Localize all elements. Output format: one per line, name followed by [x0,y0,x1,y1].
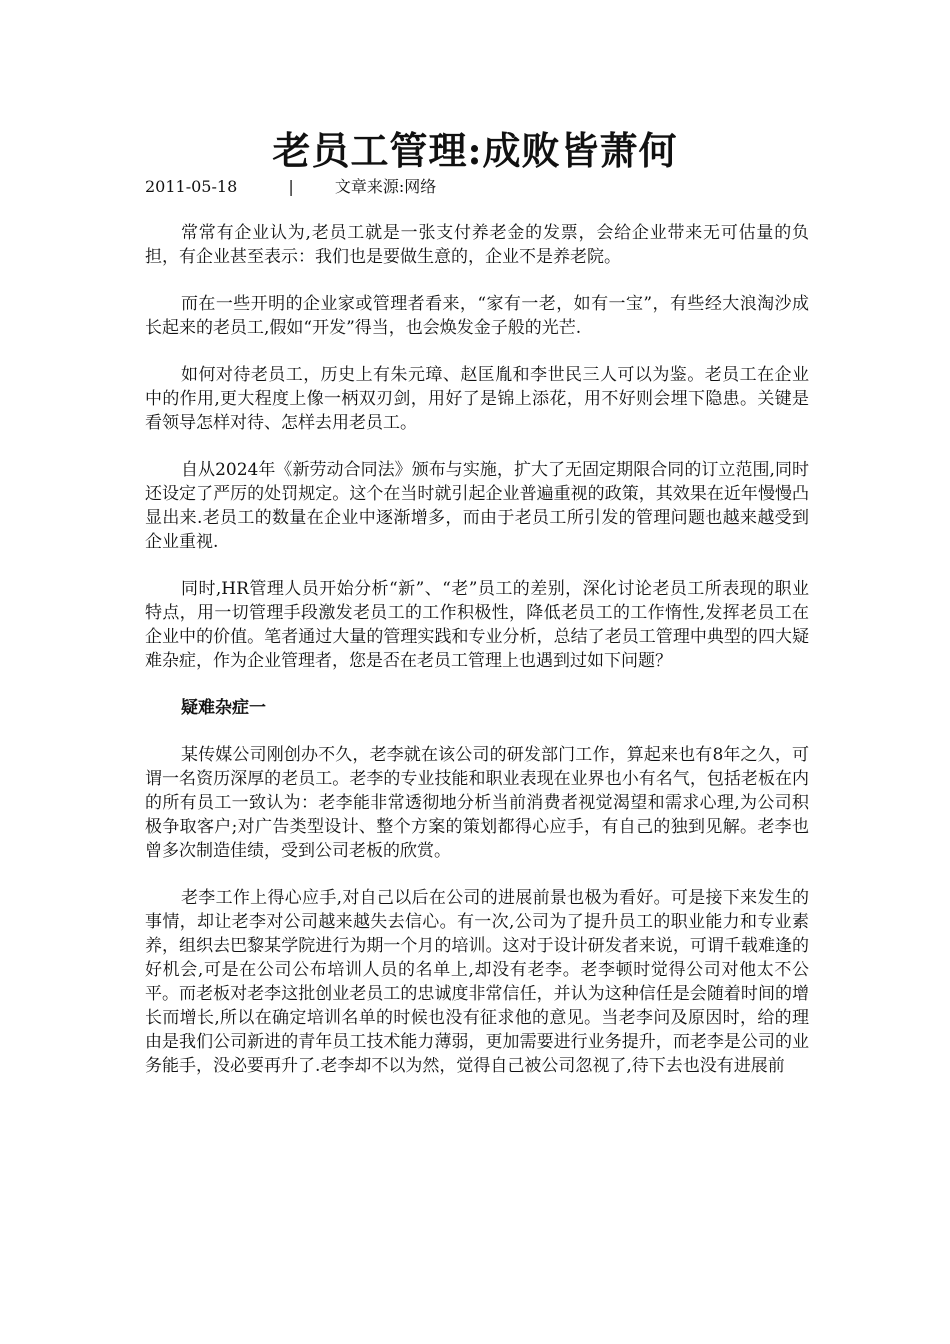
paragraph: 老李工作上得心应手,对自己以后在公司的进展前景也极为看好。可是接下来发生的事情，却让老李对公司越来越失去信心。有一次,公司为了提升员工的职业能力和专业素养，组织去巴黎某学院进行为期一个月的培训。这对于设计研发者来说，可谓千载难逢的好机会,可是在公司公布培训人员的名单上,却没有老李。老李顿时觉得公司对他太不公平。而老板对老李这批创业老员工的忠诚度非常信任，并认为这种信任是会随着时间的增长而增长,所以在确定培训名单的时候也没有征求他的意见。当老李问及原因时，给的理由是我们公司新进的青年员工技术能力薄弱，更加需要进行业务提升，而老李是公司的业务能手，没必要再升了.老李却不以为然，觉得自己被公司忽视了,待下去也没有进展前 [145,888,809,1076]
paragraph: 同时,HR管理人员开始分析“新”、“老”员工的差别，深化讨论老员工所表现的职业特点，用一切管理手段激发老员工的工作积极性，降低老员工的工作惰性,发挥老员工在企业中的价值。笔者通过大量的管理实践和专业分析，总结了老员工管理中典型的四大疑难杂症，作为企业管理者，您是否在老员工管理上也遇到过如下问题？ [145,579,809,671]
article-body [145,221,809,1101]
paragraph: 自从2024年《新劳动合同法》颁布与实施，扩大了无固定期限合同的订立范围,同时还设定了严厉的处罚规定。这个在当时就引起企业普遍重视的政策，其效果在近年慢慢凸显出来.老员工的数量在企业中逐渐增多，而由于老员工所引发的管理问题也越来越受到企业重视. [145,460,809,552]
article-meta [145,176,436,198]
paragraph: 常常有企业认为,老员工就是一张支付养老金的发票，会给企业带来无可估量的负担，有企业甚至表示：我们也是要做生意的，企业不是养老院。 [145,223,809,267]
paragraph: 某传媒公司刚创办不久，老李就在该公司的研发部门工作，算起来也有8年之久，可谓一名资历深厚的老员工。老李的专业技能和职业表现在业界也小有名气，包括老板在内的所有员工一致认为：老李能非常透彻地分析当前消费者视觉渴望和需求心理,为公司积极争取客户;对广告类型设计、整个方案的策划都得心应手，有自己的独到见解。老李也曾多次制造佳绩，受到公司老板的欣赏。 [145,745,809,861]
meta-separator: | [288,177,294,196]
paragraph: 而在一些开明的企业家或管理者看来，“家有一老，如有一宝”，有些经大浪淘沙成长起来的老员工,假如“开发”得当，也会焕发金子般的光芒. [145,294,809,338]
section-heading: 疑难杂症一 [181,698,266,718]
article-source: 文章来源:网络 [334,177,437,196]
article-title: 老员工管理:成败皆萧何 [272,128,678,173]
paragraph: 如何对待老员工，历史上有朱元璋、赵匡胤和李世民三人可以为鉴。老员工在企业中的作用,更大程度上像一柄双刃剑，用好了是锦上添花，用不好则会埋下隐患。关键是看领导怎样对待、怎样去用老员工。 [145,365,809,433]
publish-date: 2011-05-18 [145,177,238,196]
